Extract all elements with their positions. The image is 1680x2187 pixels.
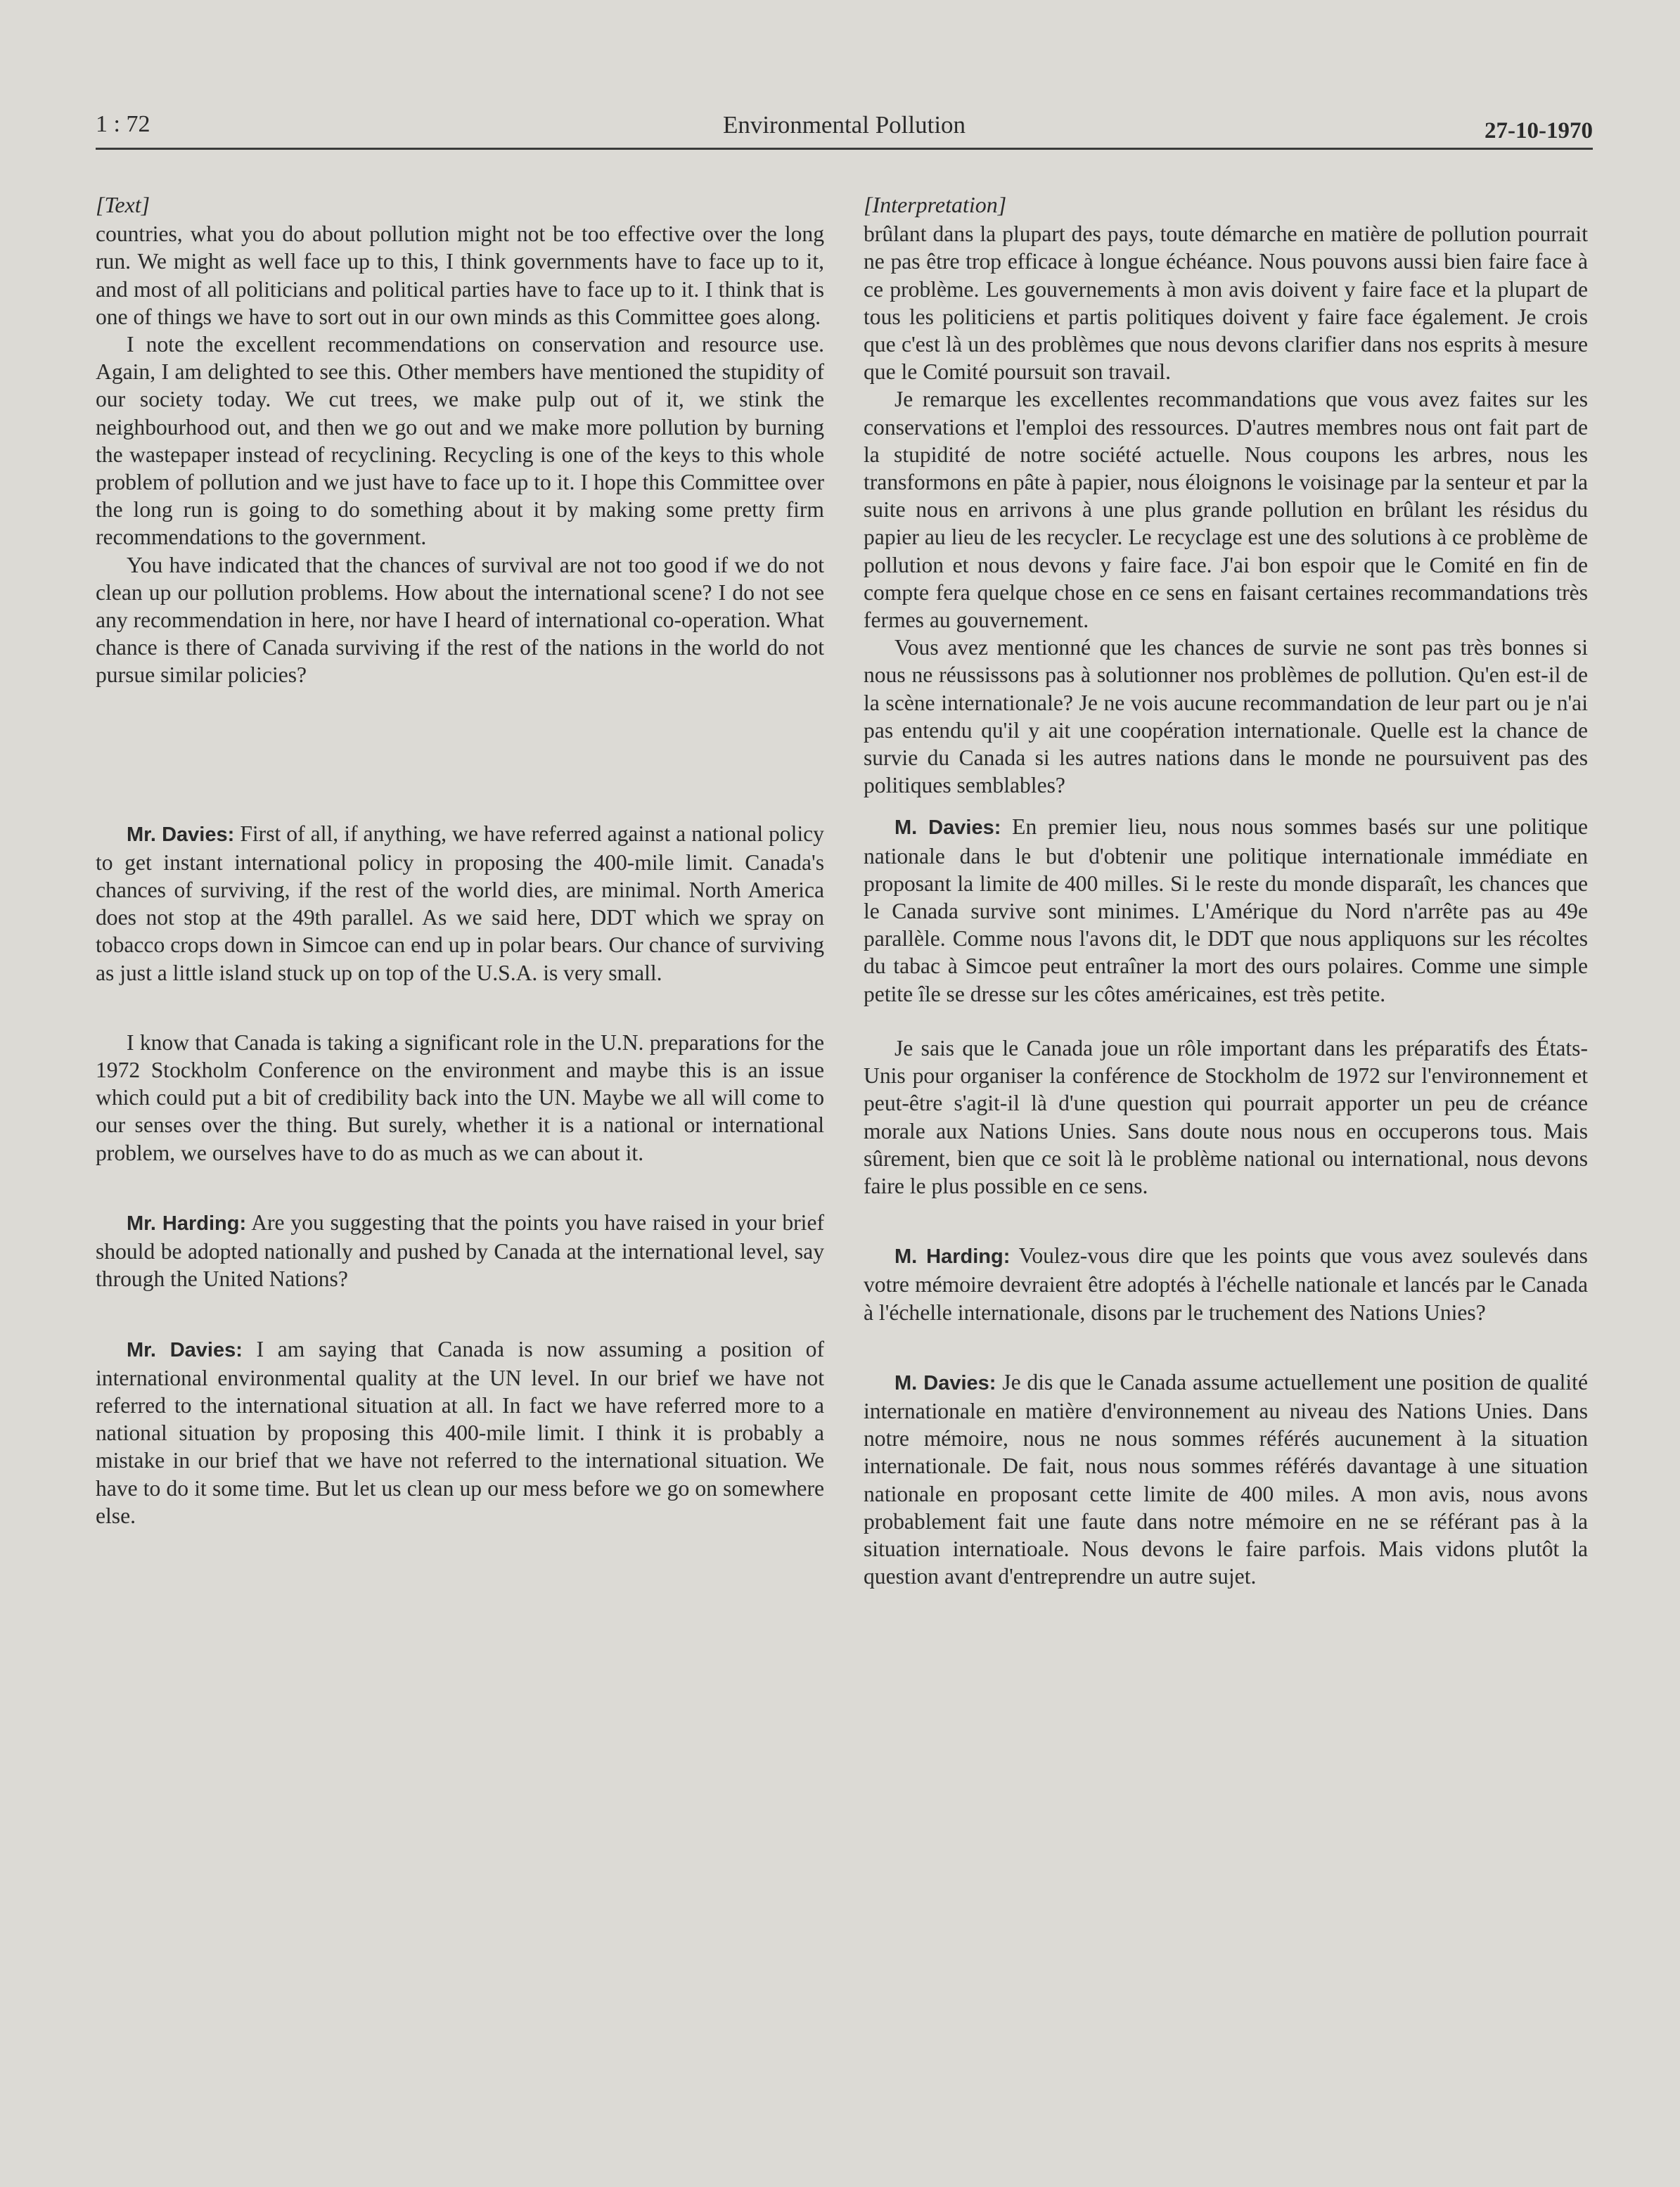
paragraph: I note the excellent recommendations on conservation and resource use. Again, I am delighted to see this. Other members have mentioned the stupidity of our society today. We cut trees, we make pulp out of it, we stink the neighbourhood out, and then we go out and we make more pollution by burning the wastepaper instead of recyclining. Recycling is one of the keys to this whole problem of pollution and we just have to face up to it. I hope this Committee over the long run is going to do something about it by making some pretty firm recommendations to the government. — [96, 332, 824, 550]
speaker-name: M. Davies: — [894, 816, 1001, 840]
speech-text: I am saying that Canada is now assuming a position of international environmental quality at the UN level. In our brief we have not referred to the international situation at all. In fact we have referred more to a national situation by proposing this 400-mile limit. I think it is probably a mistake in our brief that we have not referred to the international situation. We have to do it some time. But let us clean up our mess before we go on somewhere else. — [96, 1336, 824, 1528]
speech-text: First of all, if anything, we have referred against a national policy to get instant international policy in proposing the 400-mile limit. Canada's chances of surviving, if the rest of the world dies, are minimal. North America does not stop at the 49th parallel. As we said here, DDT which we spray on tobacco crops down in Simcoe can end up in polar bears. Our chance of surviving as just a little island stuck up on top of the U.S.A. is very small. — [96, 821, 824, 985]
page-number: 1 : 72 — [96, 111, 150, 137]
speaker-name: M. Davies: — [894, 1371, 996, 1394]
paragraph: Je sais que le Canada joue un rôle important dans les préparatifs des États-Unis pour organiser la conférence de Stockholm de 1972 sur l'environnement et peut-être s'agit-il là d'une question qui pourrait apporter un peu de créance morale aux Nations Unies. Sans doute nous nous en occuperons tous. Mais sûrement, bien que ce soit là le problème national ou international, nous devons faire le plus possible en ce sens. — [864, 1035, 1588, 1198]
paragraph: You have indicated that the chances of survival are not too good if we do not clean up our pollution problems. How about the international scene? I do not see any recommendation in here, nor have I heard of international co-operation. What chance is there of Canada surviving if the rest of the nations in the world do not pursue similar policies? — [96, 552, 824, 688]
speaker-paragraph — [864, 1368, 1588, 1591]
speech-text: En premier lieu, nous nous sommes basés sur une politique nationale dans le but d'obtenir une politique internationale immédiate en proposant la limite de 400 milles. Si le reste du monde disparaît, les chances que le Canada survive sont minimes. L'Amérique du Nord n'arrête pas au 49e parallèle. Comme nous l'avons dit, le DDT que nous appliquons sur les récoltes du tabac à Simcoe peut entraîner la mort des ours polaires. Comme une simple petite île se dresse sur les côtes américaines, est très petite. — [864, 814, 1588, 1006]
paragraph: Je remarque les excellentes recommandations que vous avez faites sur les conservations et l'emploi des ressources. D'autres membres nous ont fait part de la stupidité de notre société actuelle. Nous coupons les arbres, nous les transformons en pâte à papier, nous éloignons le voisinage par la senteur et par la suite nous en arrivons à une plus grande pollution en brûlant les résidus du papier au lieu de les recycler. Le recyclage est une des solutions à ce problème de pollution et nous devons y faire face. J'ai bon espoir que le Comité en fin de compte fera quelque chose en ce sens en faisant certaines recommandations très fermes au gouvernement. — [864, 387, 1588, 633]
speaker-paragraph — [864, 813, 1588, 1007]
column-label-text: [Text] — [96, 192, 150, 217]
speaker-name: M. Harding: — [894, 1245, 1011, 1269]
speech-text: Je dis que le Canada assume actuellement une position de qualité internationale en matière d'environnement au niveau des Nations Unies. Dans notre mémoire, nous ne nous sommes référés aucunement à la situation internationale. De fait, nous nous sommes référés davantage à une situation nationale en proposant cette limite de 400 miles. A mon avis, nous avons probablement fait une faute dans notre mémoire en ne se référant pas à la situation internatioale. Nous devons le faire parfois. Mais vidons plutôt la question avant d'entreprendre un autre sujet. — [864, 1369, 1588, 1589]
paragraph: countries, what you do about pollution might not be too effective over the long run. We might as well face up to this, I think governments have to face up to it, and most of all politicians and political parties have to face up to it. I think that is one of things we have to sort out in our own minds as this Committee goes along. — [96, 222, 824, 329]
running-title: Environmental Pollution — [722, 111, 966, 139]
speech-text: Voulez-vous dire que les points que vous avez soulevés dans votre mémoire devraient être adoptés à l'échelle nationale et lancés par le Canada à l'échelle internationale, disons par le truchement des Nations Unies? — [864, 1243, 1588, 1325]
english-column — [96, 191, 824, 1529]
page-date: 27-10-1970 — [1485, 118, 1593, 143]
page-header — [96, 105, 1593, 150]
speaker-paragraph — [96, 1335, 824, 1529]
speaker-paragraph — [96, 1209, 824, 1293]
paragraph: I know that Canada is taking a significant role in the U.N. preparations for the 1972 Stockholm Conference on the environment and maybe this is an issue which could put a bit of credibility back into the UN. Maybe we all will come to our senses over the thing. But surely, whether it is a national or international problem, we ourselves have to do as much as we can about it. — [96, 1030, 824, 1165]
paragraph: brûlant dans la plupart des pays, toute démarche en matière de pollution pourrait ne pas être trop efficace à longue échéance. Nous pouvons aussi bien faire face à ce problème. Les gouvernements à mon avis doivent y faire face et la plupart de tous les politiciens et partis politiques doivent y faire face également. Je crois que c'est là un des problèmes que nous devons clarifier dans nos esprits à mesure que le Comité poursuit son travail. — [864, 222, 1588, 385]
paragraph: Vous avez mentionné que les chances de survie ne sont pas très bonnes si nous ne réussissons pas à solutionner nos problèmes de pollution. Qu'en est-il de la scène internationale? Je ne vois aucune recommandation de leur part ou je n'ai pas entendu qu'il y ait une coopération internationale. Quelle est la chance de survie du Canada si les autres nations dans le monde ne poursuivent pas des politiques semblables? — [864, 635, 1588, 798]
speaker-name: Mr. Davies: — [127, 1338, 243, 1361]
column-label-interpretation: [Interpretation] — [864, 192, 1007, 217]
speaker-paragraph — [96, 820, 824, 987]
speaker-name: Mr. Harding: — [127, 1212, 247, 1235]
speaker-paragraph — [864, 1242, 1588, 1326]
speech-text: Are you suggesting that the points you have raised in your brief should be adopted nationally and pushed by Canada at the international level, say through the United Nations? — [96, 1210, 825, 1292]
speaker-name: Mr. Davies: — [127, 823, 235, 846]
french-column — [864, 191, 1588, 1590]
